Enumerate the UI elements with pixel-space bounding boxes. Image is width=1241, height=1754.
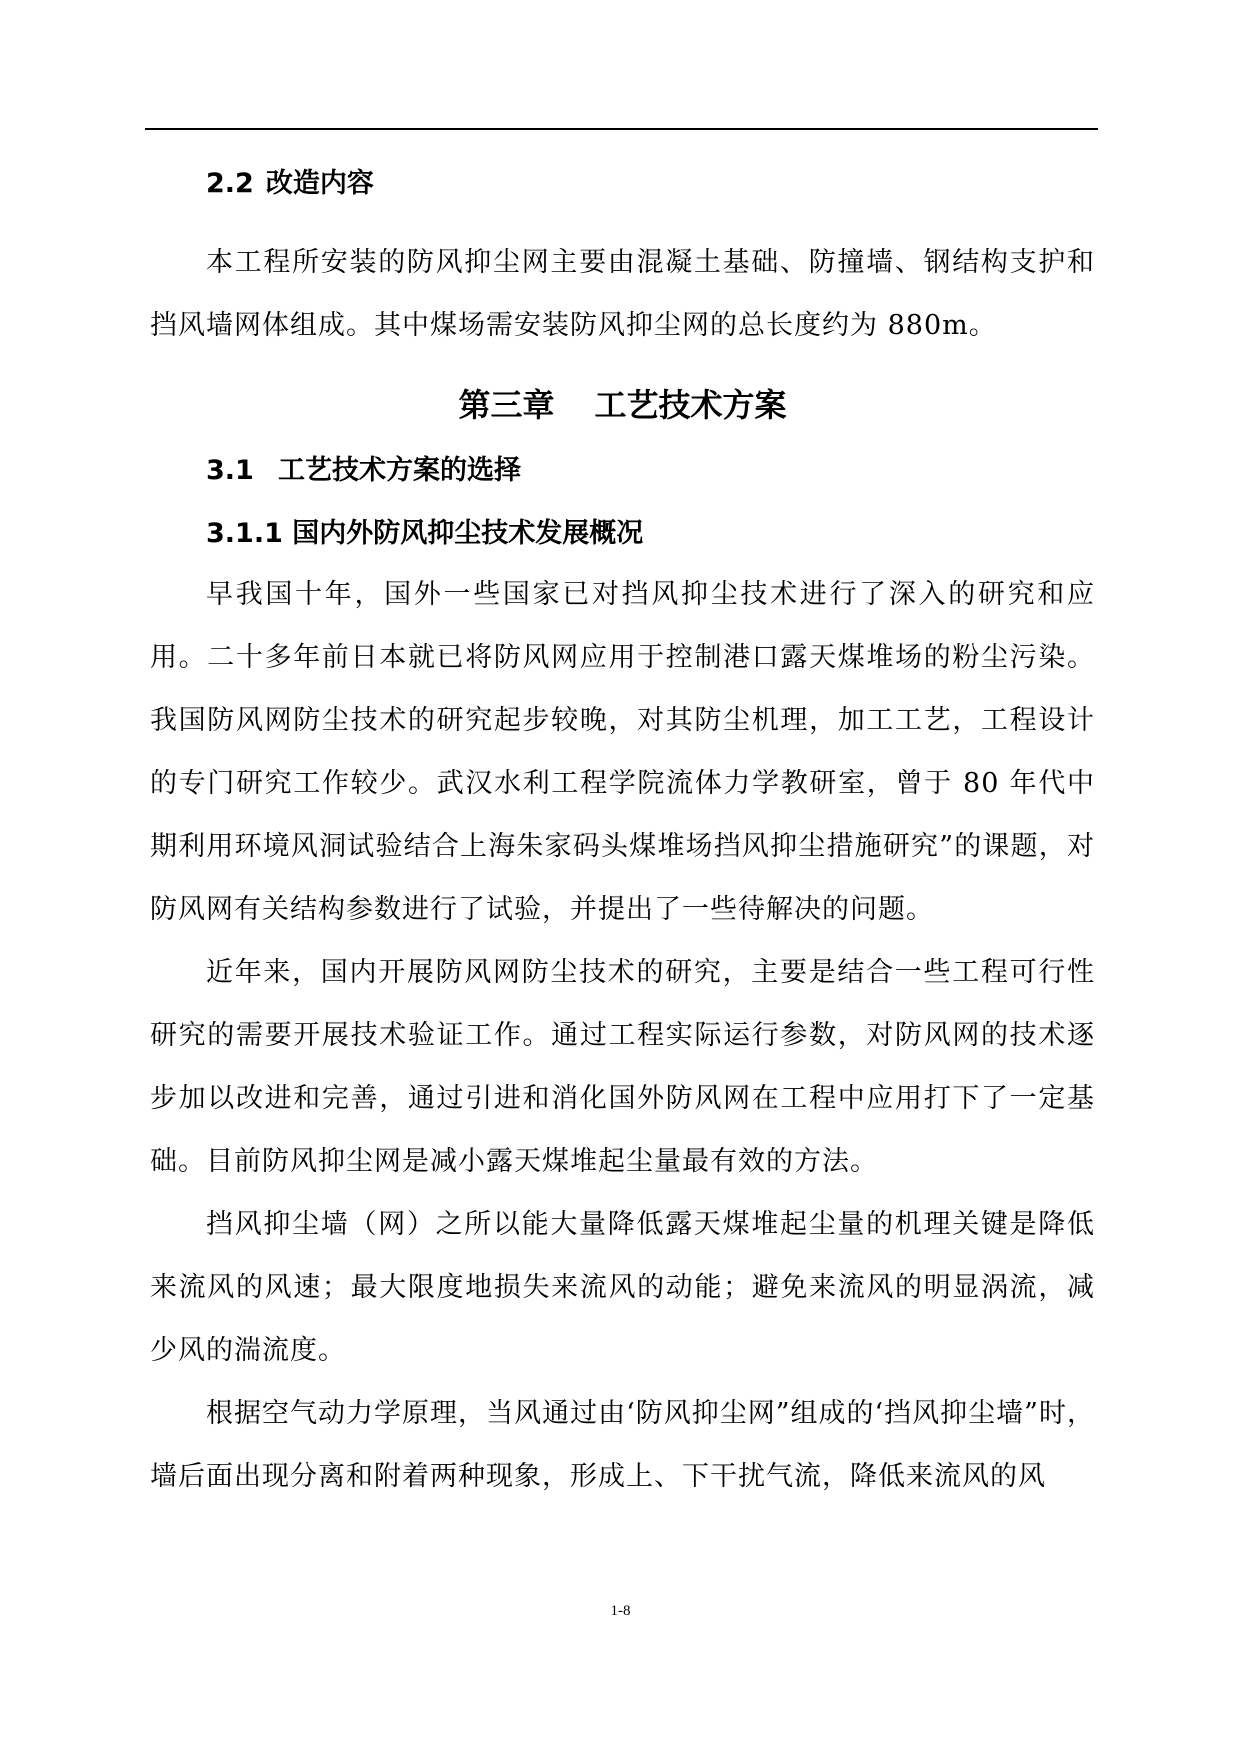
paragraph: 挡风抑尘墙（网）之所以能大量降低露天煤堆起尘量的机理关键是降低来流风的风速；最大限度地损失来流风的动能；避免来流风的明显涡流，减少风的湍流度。 [150, 1209, 1095, 1366]
document-body [150, 170, 1095, 1508]
section-heading-3-1 [206, 457, 1095, 484]
section-heading-3-1-1: 3.1.1 国内外防风抑尘技术发展概况 [206, 518, 644, 549]
page-number: 1-8 [610, 1603, 631, 1619]
section-number: 2.2 [206, 168, 254, 199]
section-title: 工艺技术方案的选择 [278, 455, 521, 486]
paragraph: 根据空气动力学原理，当风通过由‘防风抑尘网”组成的‘挡风抑尘墙”时，墙后面出现分离和附着两种现象，形成上、下干扰气流，降低来流风的风 [150, 1398, 1095, 1492]
chapter-label: 第三章 [458, 386, 555, 424]
paragraph: 早我国十年，国外一些国家已对挡风抑尘技术进行了深入的研究和应用。二十多年前日本就已将防风网应用于控制港口露天煤堆场的粉尘污染。我国防风网防尘技术的研究起步较晚，对其防尘机理，加工工艺，工程设计的专门研究工作较少。武汉水利工程学院流体力学教研室，曾于 80 年代中期利用环境风洞试验结合上海朱家码头煤堆场挡风抑尘措施研究”的课题，对防风网有关结构参数进行了试验，并提出了一些待解决的问题。 [150, 579, 1095, 925]
section-number: 3.1 [206, 455, 254, 486]
paragraph: 近年来，国内开展防风网防尘技术的研究，主要是结合一些工程可行性研究的需要开展技术验证工作。通过工程实际运行参数，对防风网的技术逐步加以改进和完善，通过引进和消化国外防风网在工程中应用打下了一定基础。目前防风抑尘网是减小露天煤堆起尘量最有效的方法。 [150, 957, 1095, 1177]
paragraph: 本工程所安装的防风抑尘网主要由混凝土基础、防撞墙、钢结构支护和挡风墙网体组成。其中煤场需安装防风抑尘网的总长度约为 880m。 [150, 247, 1095, 341]
section-heading-2-2 [206, 170, 1095, 197]
section-title: 改造内容 [265, 168, 374, 199]
chapter-title: 工艺技术方案 [594, 386, 787, 424]
chapter-heading [150, 386, 1095, 424]
header-rule [145, 128, 1098, 130]
